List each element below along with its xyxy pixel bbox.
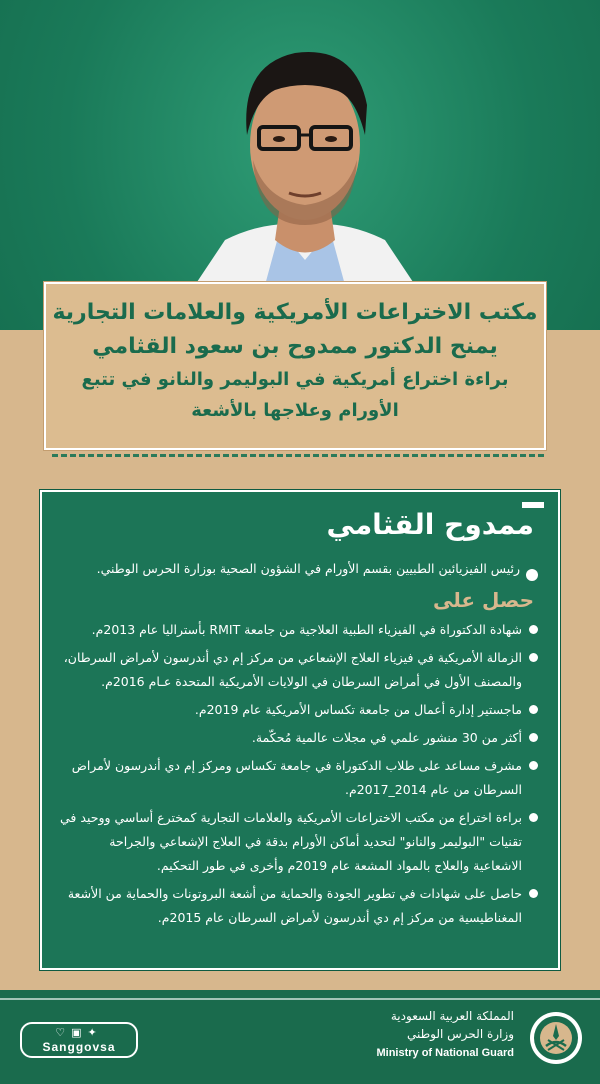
twitter-icon[interactable]: ✦ [87, 1026, 103, 1039]
list-item: أكثر من 30 منشور علمي في مجلات عالمية مُحكّمة. [58, 726, 538, 750]
name-row [58, 502, 538, 552]
achievements-list [58, 618, 538, 930]
headline-line-1: مكتب الاختراعات الأمريكية والعلامات التجارية [52, 300, 538, 325]
headline-line-4: الأورام وعلاجها بالأشعة [191, 400, 399, 421]
list-item: حاصل على شهادات في تطوير الجودة والحماية من أشعة البروتونات والحماية من الأشعة المغناطيسية من مركز إم دي أندرسون لأمراض السرطان عام 2015م. [58, 882, 538, 930]
national-guard-emblem-icon [528, 1010, 584, 1066]
intro-text: رئيس الفيزيائين الطبيين بقسم الأورام في الشؤون الصحية بوزارة الحرس الوطني. [96, 561, 520, 576]
list-item: شهادة الدكتوراة في الفيزياء الطبية العلاجية من جامعة RMIT بأستراليا عام 2013م. [58, 618, 538, 642]
person-name: ممدوح القثامي [326, 508, 534, 541]
achievements-heading: حصل على [433, 588, 534, 612]
dashed-divider [52, 454, 544, 458]
headline-line-3: براءة اختراع أمريكية في البوليمر والنانو في تتبع [81, 369, 509, 390]
ministry-name-ar-2: وزارة الحرس الوطني [406, 1027, 514, 1041]
snapchat-icon[interactable]: ♡ [55, 1026, 72, 1039]
list-item: الزمالة الأمريكية في فيزياء العلاج الإشعاعي من مركز إم دي أندرسون لأمراض السرطان، والمصنف الأول في أمراض السرطان في الولايات الأمريكية المتحدة عـام 2016م. [58, 646, 538, 694]
list-item: براءة اختراع من مكتب الاختراعات الأمريكية والعلامات التجارية كمخترع أساسي ووحيد في تقنيات "البوليمر والنانو" لتحديد أماكن الأورام بدقة في العلاج الإشعاعي والجراحة الاشعاعية والعلاج بالمواد المشعة عام 2019م وأخرى في طور التحكيم. [58, 806, 538, 878]
ministry-name-ar-1: المملكة العربية السعودية [390, 1009, 514, 1023]
social-icons [22, 1026, 136, 1039]
instagram-icon[interactable]: ▣ [71, 1026, 88, 1039]
social-handle: Sanggovsa [42, 1040, 116, 1054]
footer-divider [0, 998, 600, 1000]
headline-box [44, 282, 546, 450]
social-handle-box[interactable] [20, 1022, 138, 1058]
intro-row [58, 558, 538, 580]
portrait-photo [185, 25, 425, 285]
headline-line-2: يمنح الدكتور ممدوح بن سعود القثامي [92, 334, 498, 359]
list-item: مشرف مساعد على طلاب الدكتوراة في جامعة تكساس ومركز إم دي أندرسون لأمراض السرطان من عام 2014_2017م. [58, 754, 538, 802]
list-item: ماجستير إدارة أعمال من جامعة تكساس الأمريكية عام 2019م. [58, 698, 538, 722]
bio-card [40, 490, 560, 970]
name-accent-bar [522, 502, 544, 508]
ministry-name-en: Ministry of National Guard [376, 1047, 514, 1059]
